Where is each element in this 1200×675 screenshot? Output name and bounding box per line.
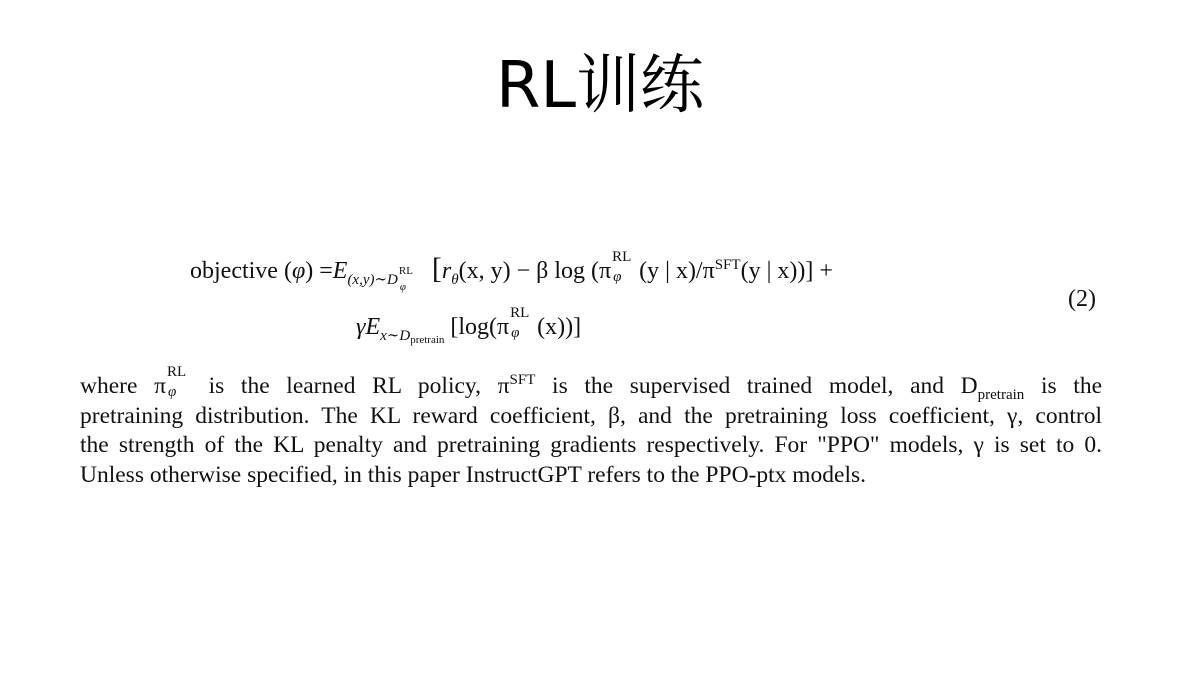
pretrain-expect-sub: x∼D <box>380 328 411 344</box>
pi-rl-stack <box>166 364 192 400</box>
equation-number: (2) <box>1068 286 1096 312</box>
phi-subscript: φ <box>613 269 622 285</box>
text-learned-policy: is the learned RL policy, π <box>191 373 510 399</box>
pretrain-word: pretrain <box>410 334 445 346</box>
expectation-subscript: (x,y)∼D <box>347 272 398 288</box>
rl-superscript: RL <box>612 249 632 265</box>
log-close: (x))] <box>537 314 582 340</box>
paragraph-line-2: pretraining distribution. The KL reward coefficient, β, and the pretraining loss coefficient, γ, control <box>80 402 1102 429</box>
d-pretrain-sub: pretrain <box>977 387 1025 403</box>
paragraph-line-4: Unless otherwise specified, in this paper InstructGPT refers to the PPO-ptx models. <box>80 461 867 488</box>
phi-subscript-2: φ <box>511 325 520 341</box>
reward-args: (x, y) − β log (π <box>458 258 612 284</box>
log-open: [log(π <box>450 314 510 340</box>
paragraph-line-3: the strength of the KL penalty and pretraining gradients respectively. For "PPO" models, γ is set to 0. <box>80 432 1102 458</box>
paragraph-line-1 <box>80 364 1102 403</box>
explanation-paragraph <box>80 364 1102 490</box>
rl-policy-stack-2 <box>509 305 537 341</box>
pi-rl-sup: RL <box>166 364 187 380</box>
phi-symbol: φ <box>291 258 306 284</box>
policy-subscript-stack <box>398 265 426 293</box>
expectation-symbol: E <box>332 258 348 284</box>
gamma-expectation: γE <box>356 314 381 340</box>
reward-r: r <box>441 258 452 284</box>
ratio-middle: (y | x)/π <box>639 258 715 284</box>
pi-sft-sup: SFT <box>509 372 536 388</box>
text-is-the: is the <box>1024 373 1102 399</box>
ratio-end: (y | x))] + <box>740 258 833 284</box>
slide-title: RL训练 <box>495 49 705 123</box>
text-supervised-model: is the supervised trained model, and D <box>535 373 978 399</box>
text-where-pi: where π <box>80 373 166 399</box>
policy-phi-subscript: φ <box>399 281 406 293</box>
equation-line-2 <box>356 305 582 346</box>
sft-superscript: SFT <box>714 257 741 273</box>
objective-label: objective ( <box>190 258 292 284</box>
pi-phi-sub: φ <box>167 384 177 400</box>
equals-sign: ) = <box>305 258 333 284</box>
bracket-open: [ <box>431 252 442 285</box>
equation-line-1 <box>190 249 833 293</box>
policy-rl-superscript: RL <box>398 265 413 277</box>
rl-superscript-2: RL <box>510 305 530 321</box>
reward-theta: θ <box>451 272 459 288</box>
rl-policy-stack <box>611 249 639 285</box>
